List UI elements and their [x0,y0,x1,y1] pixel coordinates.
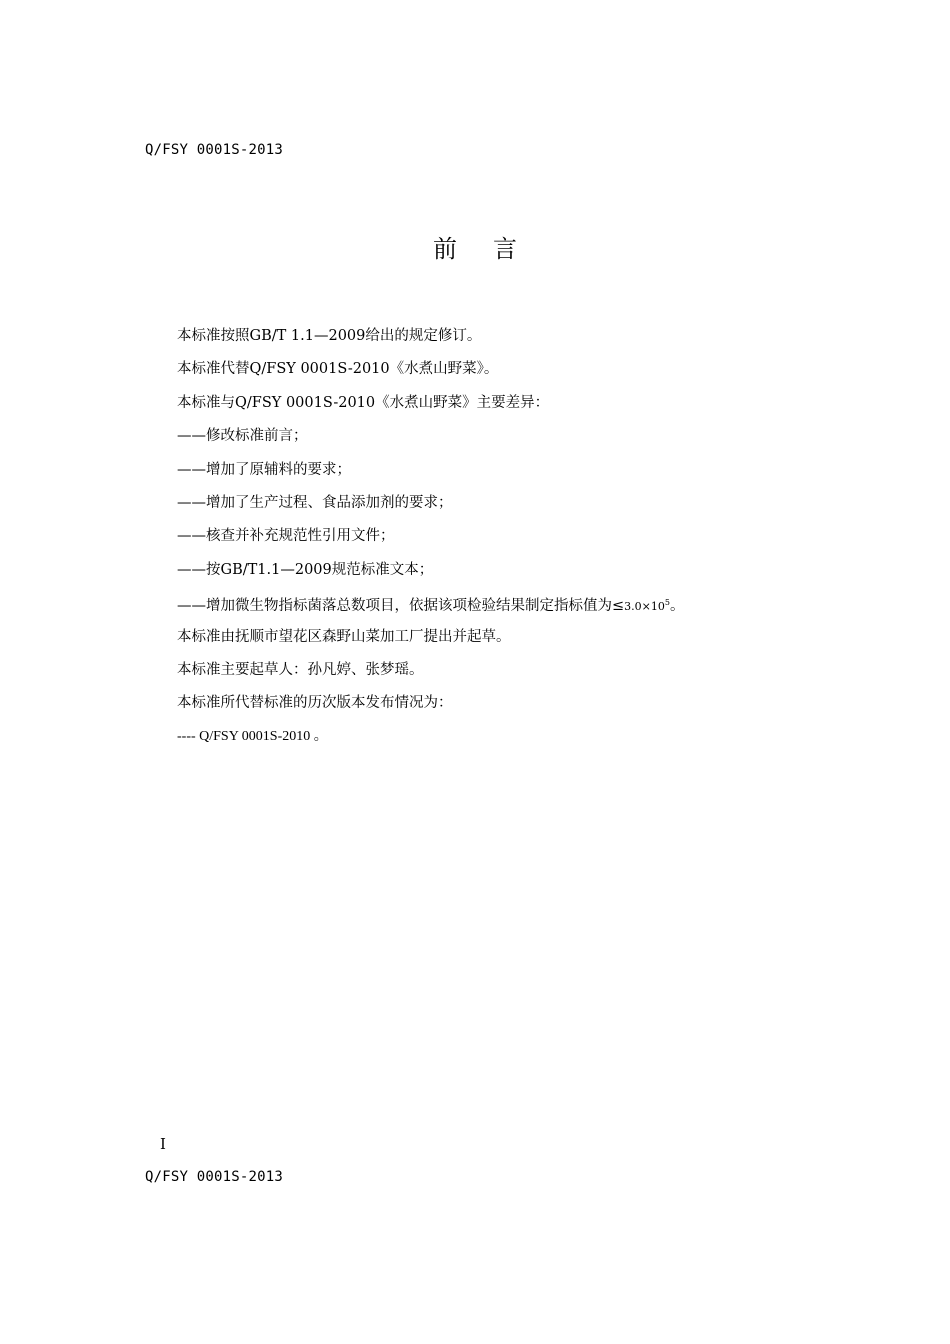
header-standard-code: Q/FSY 0001S-2013 [145,142,284,158]
change-item-preface: ——修改标准前言； [177,428,308,445]
foreword-line-proposer: 本标准由抚顺市望花区森野山菜加工厂提出并起草。 [177,628,511,645]
microbial-indicator-end: 。 [669,598,685,615]
change-item-normative-references: ——核查并补充规范性引用文件； [177,528,395,545]
foreword-line-drafters: 本标准主要起草人：孙凡婷、张梦瑶。 [177,661,424,678]
microbial-indicator-text: ——增加微生物指标菌落总数项目，依据该项检验结果制定指标值为≤ [177,598,625,615]
change-item-text-format: ——按GB/T1.1—2009规范标准文本； [177,561,434,578]
change-item-raw-materials: ——增加了原辅料的要求； [177,461,351,478]
foreword-line-replaces: 本标准代替Q/FSY 0001S-2010《水煮山野菜》。 [177,361,499,378]
change-item-microbial-indicator [177,592,817,625]
previous-version-item: ---- Q/FSY 0001S-2010 。 [177,728,328,744]
foreword-line-differences: 本标准与Q/FSY 0001S-2010《水煮山野菜》主要差异： [177,394,550,411]
foreword-line-history: 本标准所代替标准的历次版本发布情况为： [177,695,453,712]
footer-standard-code: Q/FSY 0001S-2013 [145,1169,284,1185]
page-number: I [160,1135,166,1153]
microbial-indicator-exponent: 5 [664,598,670,608]
page-title: 前言 [433,235,553,263]
microbial-indicator-value: 3.0×10 [624,600,665,614]
foreword-body [177,325,817,759]
foreword-line-basis: 本标准按照GB/T 1.1—2009给出的规定修订。 [177,328,482,344]
change-item-production-additives: ——增加了生产过程、食品添加剂的要求； [177,494,453,511]
